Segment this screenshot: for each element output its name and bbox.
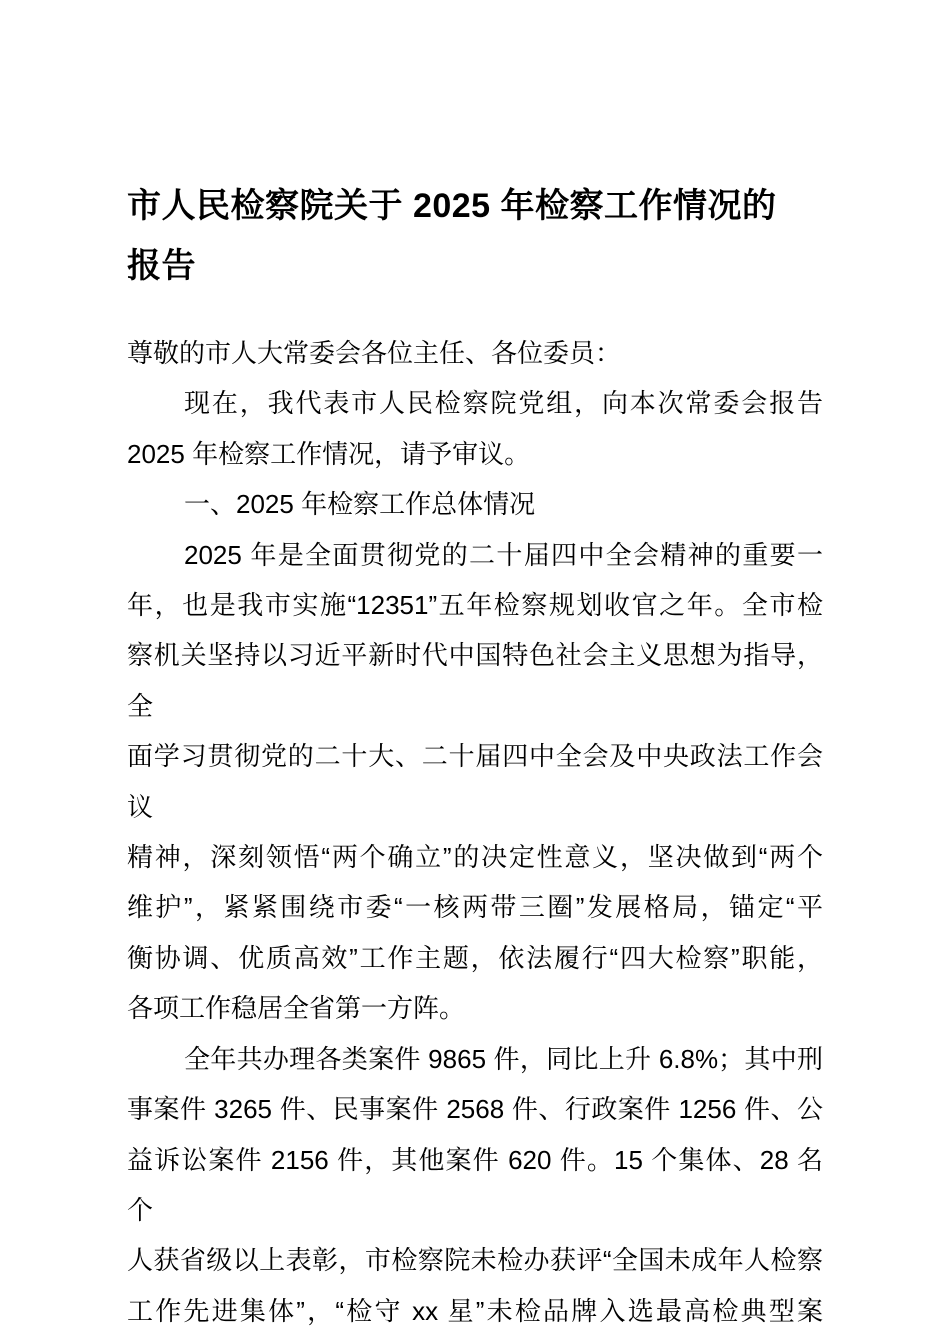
text-line: 精神，深刻领悟“两个确立”的决定性意义，坚决做到“两个 [127,842,823,873]
document-content [127,176,823,1336]
document-body [127,328,823,1336]
section-heading-1 [127,479,823,529]
text-line: 事案件 3265 件、民事案件 2568 件、行政案件 1256 件、公 [127,1094,823,1125]
paragraph-overview [127,530,823,1034]
text-line: 尊敬的市人大常委会各位主任、各位委员： [127,338,622,368]
heading-line: 一、2025 年检察工作总体情况 [184,489,536,520]
text-line: 2025 年是全面贯彻党的二十届四中全会精神的重要一 [184,539,823,570]
document-title [127,176,823,296]
paragraph-salutation [127,328,823,378]
paragraph-statistics [127,1034,823,1336]
text-line: 维护”，紧紧围绕市委“一核两带三圈”发展格局，锚定“平 [127,892,823,923]
text-line: 全年共办理各类案件 9865 件，同比上升 6.8%；其中刑 [184,1043,823,1074]
text-line: 工作先进集体”，“检守 xx 星”未检品牌入选最高检典型案 [127,1295,823,1326]
text-line: 各项工作稳居全省第一方阵。 [127,993,466,1024]
text-line: 年，也是我市实施“12351”五年检察规划收官之年。全市检 [127,590,823,621]
text-line: 现在，我代表市人民检察院党组，向本次常委会报告 [184,388,823,419]
title-line: 报告 [127,247,196,285]
text-line: 人获省级以上表彰，市检察院未检办获评“全国未成年人检察 [127,1245,823,1276]
text-line: 益诉讼案件 2156 件，其他案件 620 件。15 个集体、28 名个 [127,1144,823,1225]
title-line: 市人民检察院关于 2025 年检察工作情况的 [127,187,777,225]
text-line: 面学习贯彻党的二十大、二十届四中全会及中央政法工作会议 [127,741,823,822]
text-line: 2025 年检察工作情况，请予审议。 [127,438,531,469]
text-line: 衡协调、优质高效”工作主题，依法履行“四大检察”职能， [127,942,823,973]
paragraph-intro [127,378,823,479]
text-line: 察机关坚持以习近平新时代中国特色社会主义思想为指导，全 [127,640,823,721]
